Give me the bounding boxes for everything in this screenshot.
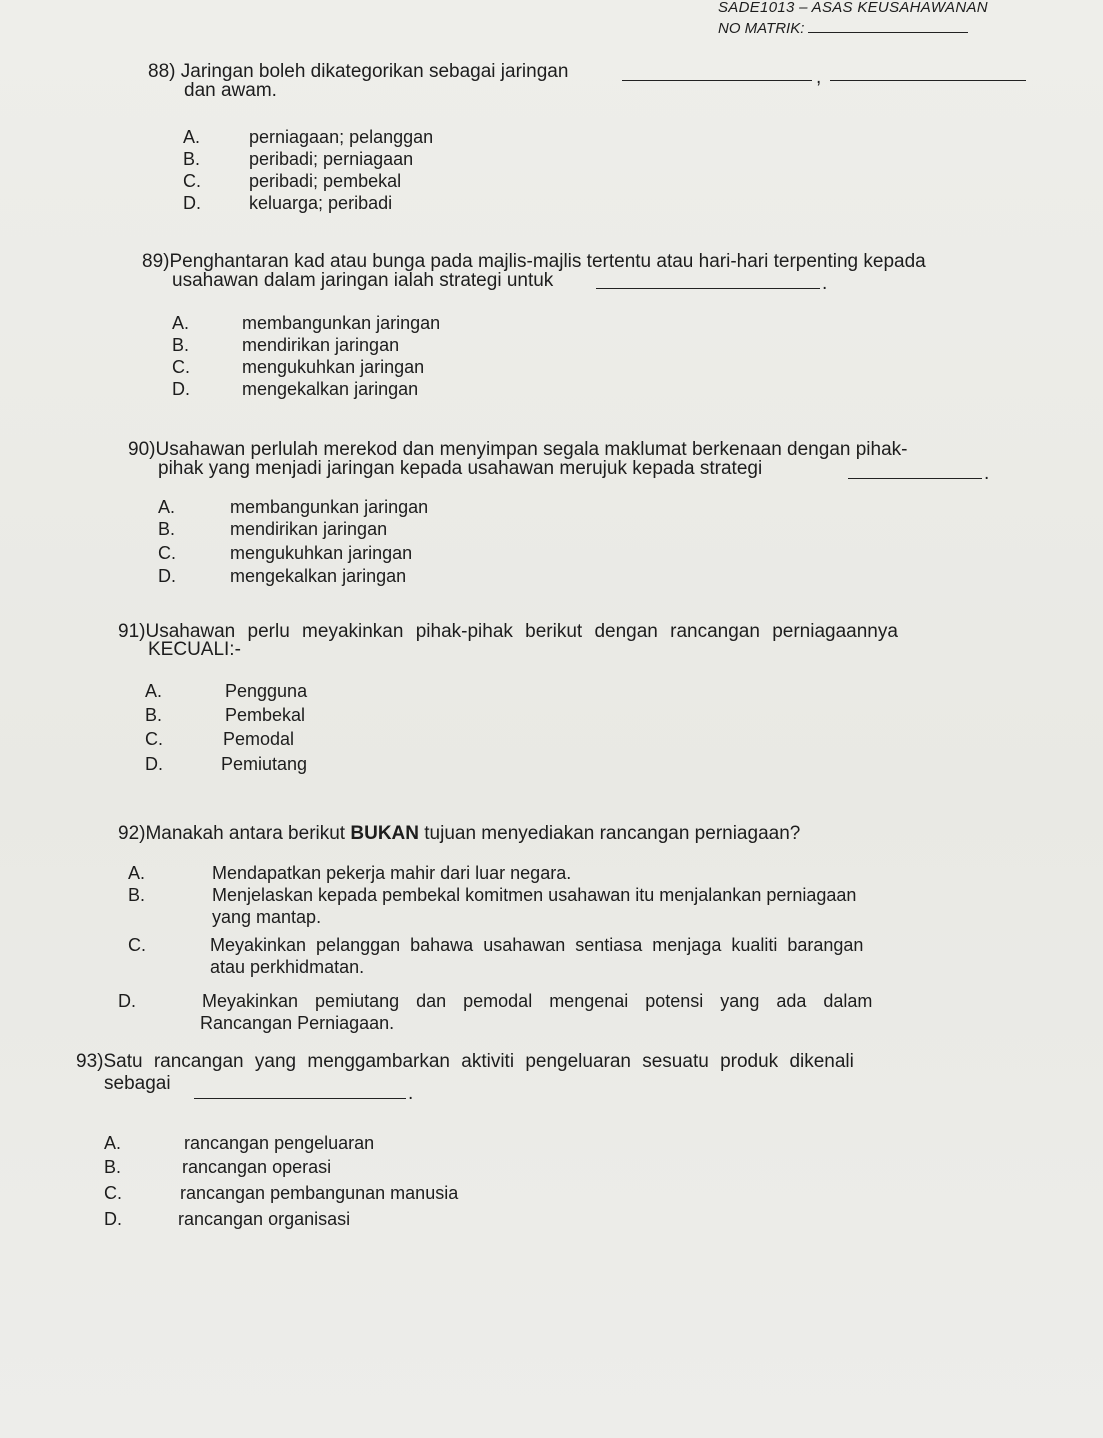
option-letter: C.: [128, 935, 146, 955]
matric-row: [718, 19, 968, 38]
option-letter: A.: [158, 497, 176, 517]
option-letter: D.: [172, 379, 190, 399]
stem-end: .: [984, 463, 990, 484]
option-letter: D.: [183, 193, 201, 213]
option-letter: D.: [145, 754, 163, 774]
question-stem-continued: sebagai: [104, 1073, 171, 1094]
option-text: membangunkan jaringan: [242, 313, 441, 333]
option-text: rancangan pengeluaran: [184, 1133, 375, 1153]
option-text: peribadi; pembekal: [249, 171, 402, 191]
option-letter: B.: [172, 335, 190, 355]
option-letter: B.: [158, 519, 176, 539]
question-number: 91): [118, 621, 146, 642]
blank-separator: ,: [816, 67, 822, 88]
option-text: Meyakinkan pelanggan bahawa usahawan sentiasa menjaga kualiti barangan: [210, 935, 864, 955]
option-letter: C.: [183, 171, 201, 191]
matric-blank[interactable]: [808, 32, 968, 33]
option-text: mengekalkan jaringan: [242, 379, 419, 399]
option-text: rancangan pembangunan manusia: [180, 1183, 459, 1203]
option-letter: A.: [128, 863, 146, 883]
stem-end: .: [408, 1083, 414, 1104]
option-letter: A.: [104, 1133, 122, 1153]
option-text: membangunkan jaringan: [230, 497, 429, 517]
option-letter: A.: [183, 127, 201, 147]
matric-label: NO MATRIK:: [718, 20, 805, 37]
option-letter: A.: [145, 681, 163, 701]
question-stem-continued: pihak yang menjadi jaringan kepada usahawan merujuk kepada strategi: [158, 458, 763, 479]
option-text: perniagaan; pelanggan: [249, 127, 434, 147]
course-code: SADE1013 – ASAS KEUSAHAWANAN: [718, 0, 988, 16]
question-stem: Manakah antara berikut: [145, 823, 346, 844]
option-letter: C.: [104, 1183, 122, 1203]
option-text-continued: atau perkhidmatan.: [210, 957, 365, 977]
option-text: mendirikan jaringan: [230, 519, 388, 539]
option-text: rancangan operasi: [182, 1157, 332, 1177]
question-stem-continued: dan awam.: [184, 80, 277, 101]
option-letter: D.: [158, 566, 176, 586]
answer-blank[interactable]: [848, 460, 982, 479]
option-text: Pengguna: [225, 681, 308, 701]
question-stem-emphasis: BUKAN: [350, 823, 419, 844]
option-text: keluarga; peribadi: [249, 193, 393, 213]
option-text: peribadi; perniagaan: [249, 149, 414, 169]
option-text: mendirikan jaringan: [242, 335, 400, 355]
option-text-continued: Rancangan Perniagaan.: [200, 1013, 395, 1033]
option-letter: B.: [145, 705, 163, 725]
stem-end: .: [822, 273, 828, 294]
question-number: 88): [148, 61, 176, 82]
option-letter: A.: [172, 313, 190, 333]
question-number: 93): [76, 1051, 104, 1072]
option-text: Menjelaskan kepada pembekal komitmen usahawan itu menjalankan perniagaan: [212, 885, 857, 905]
option-letter: B.: [104, 1157, 122, 1177]
option-text: Pembekal: [225, 705, 306, 725]
option-letter: C.: [145, 729, 163, 749]
answer-blank[interactable]: [596, 270, 820, 289]
option-text-continued: yang mantap.: [212, 907, 322, 927]
question-stem: Jaringan boleh dikategorikan sebagai jaringan: [180, 61, 569, 82]
option-letter: B.: [128, 885, 146, 905]
option-text: Pemiutang: [221, 754, 308, 774]
question-stem: Satu rancangan yang menggambarkan aktiviti pengeluaran sesuatu produk dikenali: [103, 1051, 854, 1072]
option-text: Pemodal: [223, 729, 295, 749]
option-text: mengukuhkan jaringan: [242, 357, 425, 377]
question-number: 90): [128, 439, 156, 460]
answer-blank[interactable]: [622, 62, 812, 81]
question-stem: Penghantaran kad atau bunga pada majlis-majlis tertentu atau hari-hari terpenting kepada: [169, 251, 926, 272]
option-text: mengekalkan jaringan: [230, 566, 407, 586]
answer-blank[interactable]: [194, 1080, 406, 1099]
option-letter: D.: [118, 991, 136, 1011]
option-letter: C.: [172, 357, 190, 377]
option-text: Meyakinkan pemiutang dan pemodal mengenai potensi yang ada dalam: [202, 991, 873, 1011]
answer-blank[interactable]: [830, 62, 1026, 81]
option-letter: C.: [158, 543, 176, 563]
option-letter: B.: [183, 149, 201, 169]
question-stem-continued: usahawan dalam jaringan ialah strategi untuk: [172, 270, 554, 291]
question-stem-continued: KECUALI:-: [148, 639, 241, 660]
option-text: rancangan organisasi: [178, 1209, 351, 1229]
question-stem: Usahawan perlulah merekod dan menyimpan segala maklumat berkenaan dengan pihak-: [155, 439, 908, 460]
question-stem: Usahawan perlu meyakinkan pihak-pihak berikut dengan rancangan perniagaannya: [145, 621, 898, 642]
question-stem-tail: tujuan menyediakan rancangan perniagaan?: [424, 823, 801, 844]
question-number: 89): [142, 251, 170, 272]
option-letter: D.: [104, 1209, 122, 1229]
option-text: mengukuhkan jaringan: [230, 543, 413, 563]
question-number: 92): [118, 823, 146, 844]
option-text: Mendapatkan pekerja mahir dari luar negara.: [212, 863, 572, 883]
